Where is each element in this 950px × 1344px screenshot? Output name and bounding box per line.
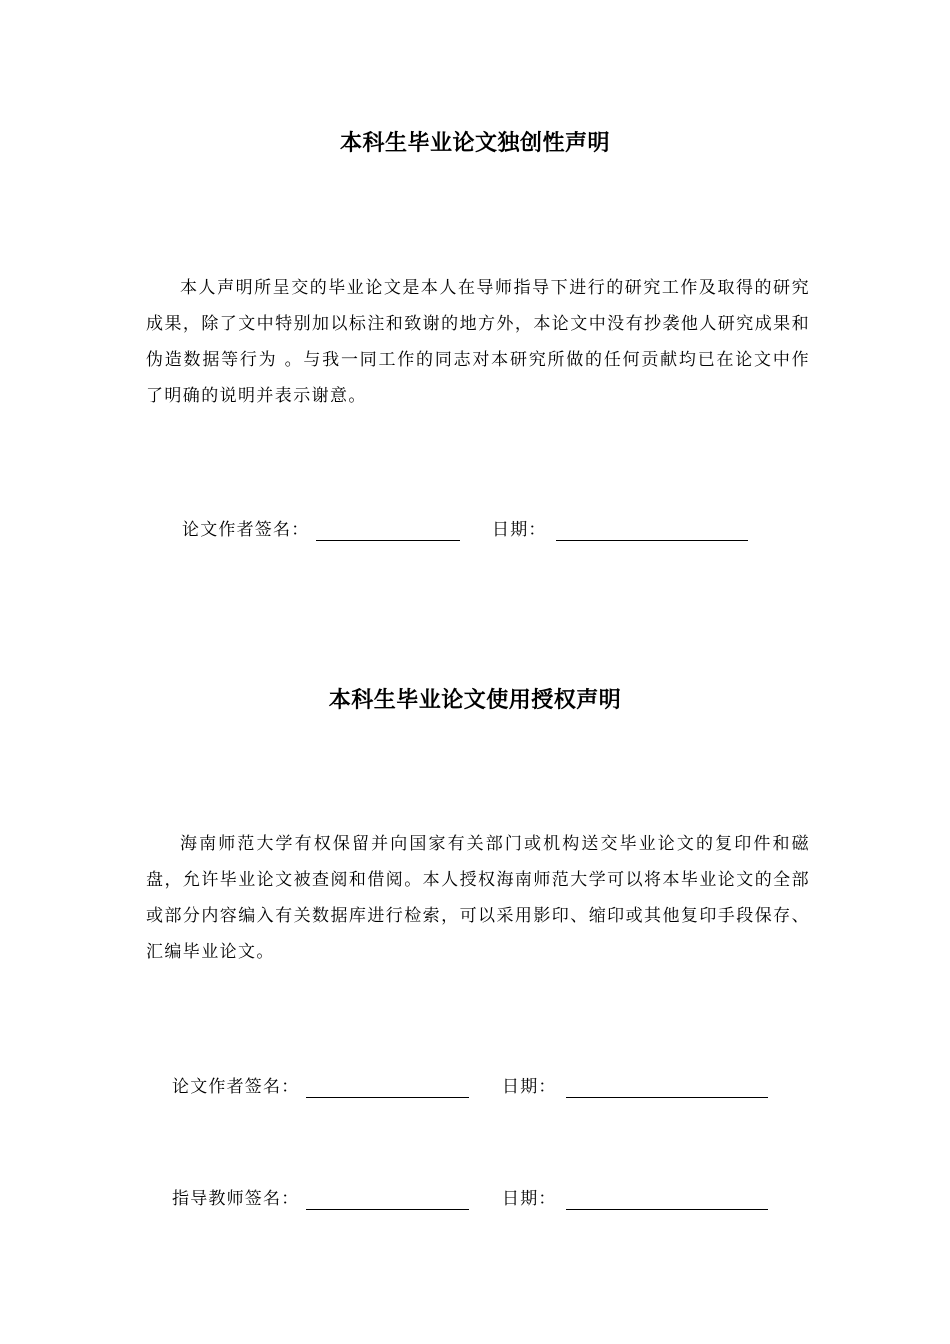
advisor-signature-field[interactable] <box>306 1209 469 1210</box>
date-label: 日期： <box>492 520 547 540</box>
date-field[interactable] <box>566 1209 768 1210</box>
author-signature-label: 论文作者签名： <box>182 520 310 540</box>
author-signature-field[interactable] <box>316 540 460 541</box>
advisor-signature-label: 指导教师签名： <box>172 1189 300 1209</box>
author-signature-field[interactable] <box>306 1097 469 1098</box>
date-label: 日期： <box>502 1189 557 1209</box>
originality-signature-row <box>182 518 762 542</box>
author-signature-label: 论文作者签名： <box>172 1077 300 1097</box>
date-field[interactable] <box>566 1097 768 1098</box>
authorization-author-signature-row <box>172 1075 772 1099</box>
authorization-declaration-title: 本科生毕业论文使用授权声明 <box>328 688 622 713</box>
authorization-declaration-paragraph: 海南师范大学有权保留并向国家有关部门或机构送交毕业论文的复印件和磁盘，允许毕业论文被查阅和借阅。本人授权海南师范大学可以将本毕业论文的全部或部分内容编入有关数据库进行检索，可以采用影印、缩印或其他复印手段保存、汇编毕业论文。 <box>146 834 810 962</box>
originality-declaration-paragraph: 本人声明所呈交的毕业论文是本人在导师指导下进行的研究工作及取得的研究成果，除了文中特别加以标注和致谢的地方外，本论文中没有抄袭他人研究成果和伪造数据等行为 。与我一同工作的同志对本研究所做的任何贡献均已在论文中作了明确的说明并表示谢意。 <box>146 278 810 406</box>
date-field[interactable] <box>556 540 748 541</box>
date-label: 日期： <box>502 1077 557 1097</box>
authorization-advisor-signature-row <box>172 1187 772 1211</box>
originality-declaration-title: 本科生毕业论文独创性声明 <box>339 131 610 156</box>
